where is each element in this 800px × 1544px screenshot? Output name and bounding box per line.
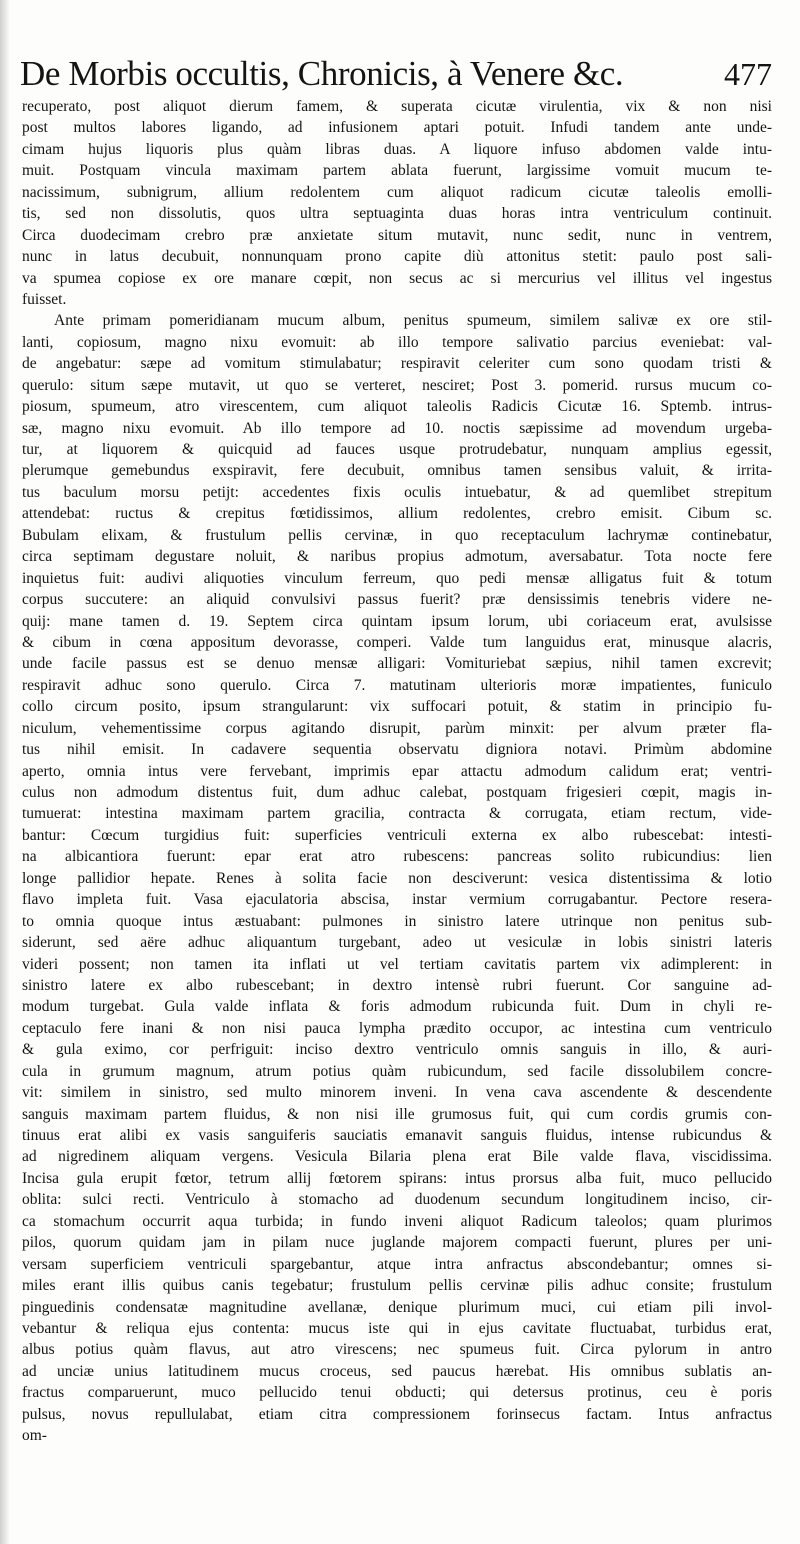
text-line: & cibum in cœna appositum devorasse, comperi. Valde tum languidus erat, minusque alacris,: [22, 633, 772, 651]
text-line: modum turgebat. Gula valde inflata & foris admodum rubicunda fuit. Dum in chyli re-: [22, 998, 772, 1016]
text-line: tus baculum morsu petijt: accedentes fixis oculis intuebatur, & ad quemlibet strepitum: [22, 483, 772, 501]
text-line: lanti, copiosum, magno nixu evomuit: ab illo tempore salivatio parcius eveniebat: val-: [22, 333, 772, 351]
text-line: cula in grumum magnum, atrum potius quàm rubicundum, sed facile dissolubilem concre-: [22, 1062, 772, 1080]
paragraph-end-line: fuisset.: [22, 290, 67, 308]
text-line: nacissimum, subnigrum, allium redolentem cum aliquot radicum cicutæ taleolis emolli-: [22, 183, 772, 201]
text-line: Incisa gula erupit fœtor, tetrum allij fœtorem spirans: intus prorsus alba fuit, muco pellucido: [22, 1169, 772, 1187]
text-line: siderunt, sed aëre adhuc aliquantum turgebant, adeo ut vesiculæ in lobis sinistri lateris: [22, 934, 772, 952]
text-line: niculum, vehementissime corpus agitando disrupit, parùm minxit: per alvum præter fla-: [22, 719, 772, 737]
text-line: querulo: situm sæpe mutavit, ut quo se verteret, nesciret; Post 3. pomerid. rursus mucum co-: [22, 376, 772, 394]
body-text: [22, 96, 772, 1511]
text-line: tur, at liquorem & quicquid ad fauces usque protrudebatur, nunquam amplius egessit,: [22, 441, 772, 458]
running-title: De Morbis occultis, Chronicis, à Venere &c.: [20, 54, 624, 93]
text-line: nunc in latus decubuit, nonnunquam prono capite diù attonitus stetit: paulo post sali-: [22, 248, 772, 266]
text-line: tus nihil emisit. In cadavere sequentia observatu digniora notavi. Primùm abdomine: [22, 741, 772, 759]
text-line: to omnia quoque intus æstuabant: pulmones in sinistro latere utrinque non penitus sub-: [22, 912, 772, 930]
text-line: videri possent; non tamen ita inflati ut vel tertiam cavitatis partem vix adimplerent: in: [22, 955, 772, 973]
text-line: collo circum posito, ipsum strangularunt: vix suffocari potuit, & statim in principio fu-: [22, 698, 772, 716]
text-line: pilos, quorum quidam jam in pilam nuce juglande majorem compacti fuerunt, plures per uni-: [22, 1234, 772, 1252]
text-line: bantur: Cœcum turgidius fuit: superficies ventriculi externa ex albo rubescebat: intesti-: [22, 826, 772, 844]
page-number: 477: [724, 56, 772, 92]
text-line: cimam hujus liquoris plus quàm libras duas. A liquore infuso abdomen valde intu-: [22, 140, 772, 158]
page-gutter-shadow: [0, 0, 10, 1544]
text-line: [22, 1468, 772, 1489]
text-line: quij: mane tamen d. 19. Septem circa quintam ipsum lorum, ubi coriaceum erat, avulsisse: [22, 612, 772, 630]
text-line: pulsus, novus repullulabat, etiam citra compressionem forinsecus factam. Intus anfractus: [22, 1405, 772, 1423]
text-line: versam superficiem ventriculi spargebantur, atque intra anfractus abscondebantur; omnes si-: [22, 1255, 772, 1273]
text-line: albus potius quàm flavus, aut atro virescens; nec spumeus fuit. Circa pylorum in antro: [22, 1341, 772, 1359]
text-line: muit. Postquam vincula maximam partem ablata fuerunt, largissime vomuit mucum te-: [22, 162, 772, 180]
text-line: vebantur & reliqua ejus contenta: mucus iste qui in ejus cavitate fluctuabat, turbidus erat,: [22, 1319, 772, 1337]
paragraph-start-line: Ante primam pomeridianam mucum album, penitus spumeum, similem salivæ ex ore stil-: [54, 312, 772, 330]
catchword: [22, 1489, 772, 1510]
text-line: Bubulam elixam, & frustulum pellis cervinæ, in quo receptaculum lachrymæ continebatur,: [22, 526, 772, 544]
text-line: inquietus fuit: audivi aliquoties vinculum ferreum, quo pedi mensæ alligatus fuit & totum: [22, 569, 772, 587]
text-line: attendebat: ructus & crepitus fœtidissimos, allium redolentes, crebro emisit. Cibum sc.: [22, 505, 772, 523]
text-line: tis, sed non dissolutis, quos ultra septuaginta duas horas intra ventriculum continuit.: [22, 205, 772, 223]
page-header: [20, 52, 780, 102]
text-line: de angebatur: sæpe ad vomitum stimulabatur; respiravit celeriter cum sono quodam tristi &: [22, 355, 772, 373]
text-line: fractus comparuerunt, muco pellucido tenui obducti; qui detersus protinus, ceu è poris: [22, 1384, 772, 1402]
text-line: plerumque gemebundus exspiravit, fere decubuit, omnibus tamen sensibus valuit, & irrita-: [22, 462, 772, 480]
text-line: tinuus erat alibi ex vasis sanguiferis sauciatis emanavit sanguis fluidus, intense rubicundus &: [22, 1127, 772, 1144]
text-line: tumuerat: intestina maximam partem gracilia, contracta & corrugata, etiam rectum, vide-: [22, 805, 772, 823]
text-line: corpus succutere: an aliquid convulsivi passus fuerit? præ densissimis tenebris videre ne-: [22, 591, 772, 609]
text-line: na albicantiora fuerunt: epar erat atro rubescens: pancreas solito rubicundius: lien: [22, 848, 772, 866]
text-line: ca stomachum occurrit aqua turbida; in fundo inveni aliquot Radicum taleolos; quam plurimos: [22, 1212, 772, 1230]
text-line: post multos labores ligando, ad infusionem aptari potuit. Infudi tandem ante unde-: [22, 119, 772, 137]
text-line: ad nigredinem aliquam vergens. Vesicula Bilaria plena erat Bile valde flava, viscidissima.: [22, 1148, 772, 1166]
text-line: ad unciæ unius latitudinem mucus croceus, sed paucus hærebat. His omnibus sublatis an-: [22, 1362, 772, 1380]
text-line: sinistro latere ex albo rubescebant; in dextro intensè rubri fuerunt. Cor sanguine ad-: [22, 976, 772, 994]
text-line: om-: [22, 1427, 47, 1445]
text-line: culus non admodum distentus fuit, dum adhuc calebat, postquam frigesieri cœpit, magis in-: [22, 784, 772, 801]
text-line: pinguedinis condensatæ magnitudine avellanæ, denique plurimum muci, cui etiam pili invol-: [22, 1298, 772, 1316]
text-line: piosum, spumeum, atro virescentem, cum aliquot taleolis Radicis Cicutæ 16. Sptemb. intrus-: [22, 398, 772, 416]
text-line: circa septimam degustare noluit, & naribus propius admotum, aversabatur. Tota nocte fere: [22, 548, 772, 566]
text-line: vit: similem in sinistro, sed multo minorem inveni. In vena cava ascendente & descendente: [22, 1084, 772, 1102]
text-line: longe pallidior hepate. Renes à solita facie non desciverunt: vesica distentissima & lotio: [22, 869, 772, 887]
text-line: sanguis maximam partem fluidus, & non nisi ille grumosus fuit, qui cum cordis grumis con-: [22, 1105, 772, 1123]
text-line: oblita: sulci recti. Ventriculo à stomacho ad duodenum secundum longitudinem inciso, cir-: [22, 1191, 772, 1209]
text-line: respiravit adhuc sono querulo. Circa 7. matutinam ulterioris moræ impatientes, funiculo: [22, 676, 772, 694]
text-line: & gula eximo, cor perfriguit: inciso dextro ventriculo omnis sanguis in illo, & auri-: [22, 1041, 772, 1059]
text-line: aperto, omnia intus vere fervebant, imprimis epar attactu admodum calidum erat; ventri-: [22, 762, 772, 780]
text-line: flavo impleta fuit. Vasa ejaculatoria abscisa, instar vermium corrugabantur. Pectore resera-: [22, 891, 772, 909]
text-line: recuperato, post aliquot dierum famem, & superata cicutæ virulentia, vix & non nisi: [22, 98, 772, 115]
text-line: [22, 1447, 772, 1468]
text-line: ceptaculo fere inani & non nisi pauca lympha prædito occupor, ac intestina cum ventriculo: [22, 1019, 772, 1037]
text-line: sæ, magno nixu evomuit. Ab illo tempore ad 10. noctis sæpissime ad movendum urgeba-: [22, 419, 772, 437]
text-line: unde facile passus est se denuo mensæ alligari: Vomituriebat sæpius, nihil tamen excrevit;: [22, 655, 772, 673]
text-line: Circa duodecimam crebro præ anxietate situm mutavit, nunc sedit, nunc in ventrem,: [22, 226, 772, 244]
text-line: miles erant illis quibus canis tegebatur; frustulum pellis cervinæ pilis adhuc consite; frustulum: [22, 1277, 772, 1295]
text-line: va spumea copiose ex ore manare cœpit, non secus ac si mercurius vel illitus vel ingestus: [22, 269, 772, 287]
